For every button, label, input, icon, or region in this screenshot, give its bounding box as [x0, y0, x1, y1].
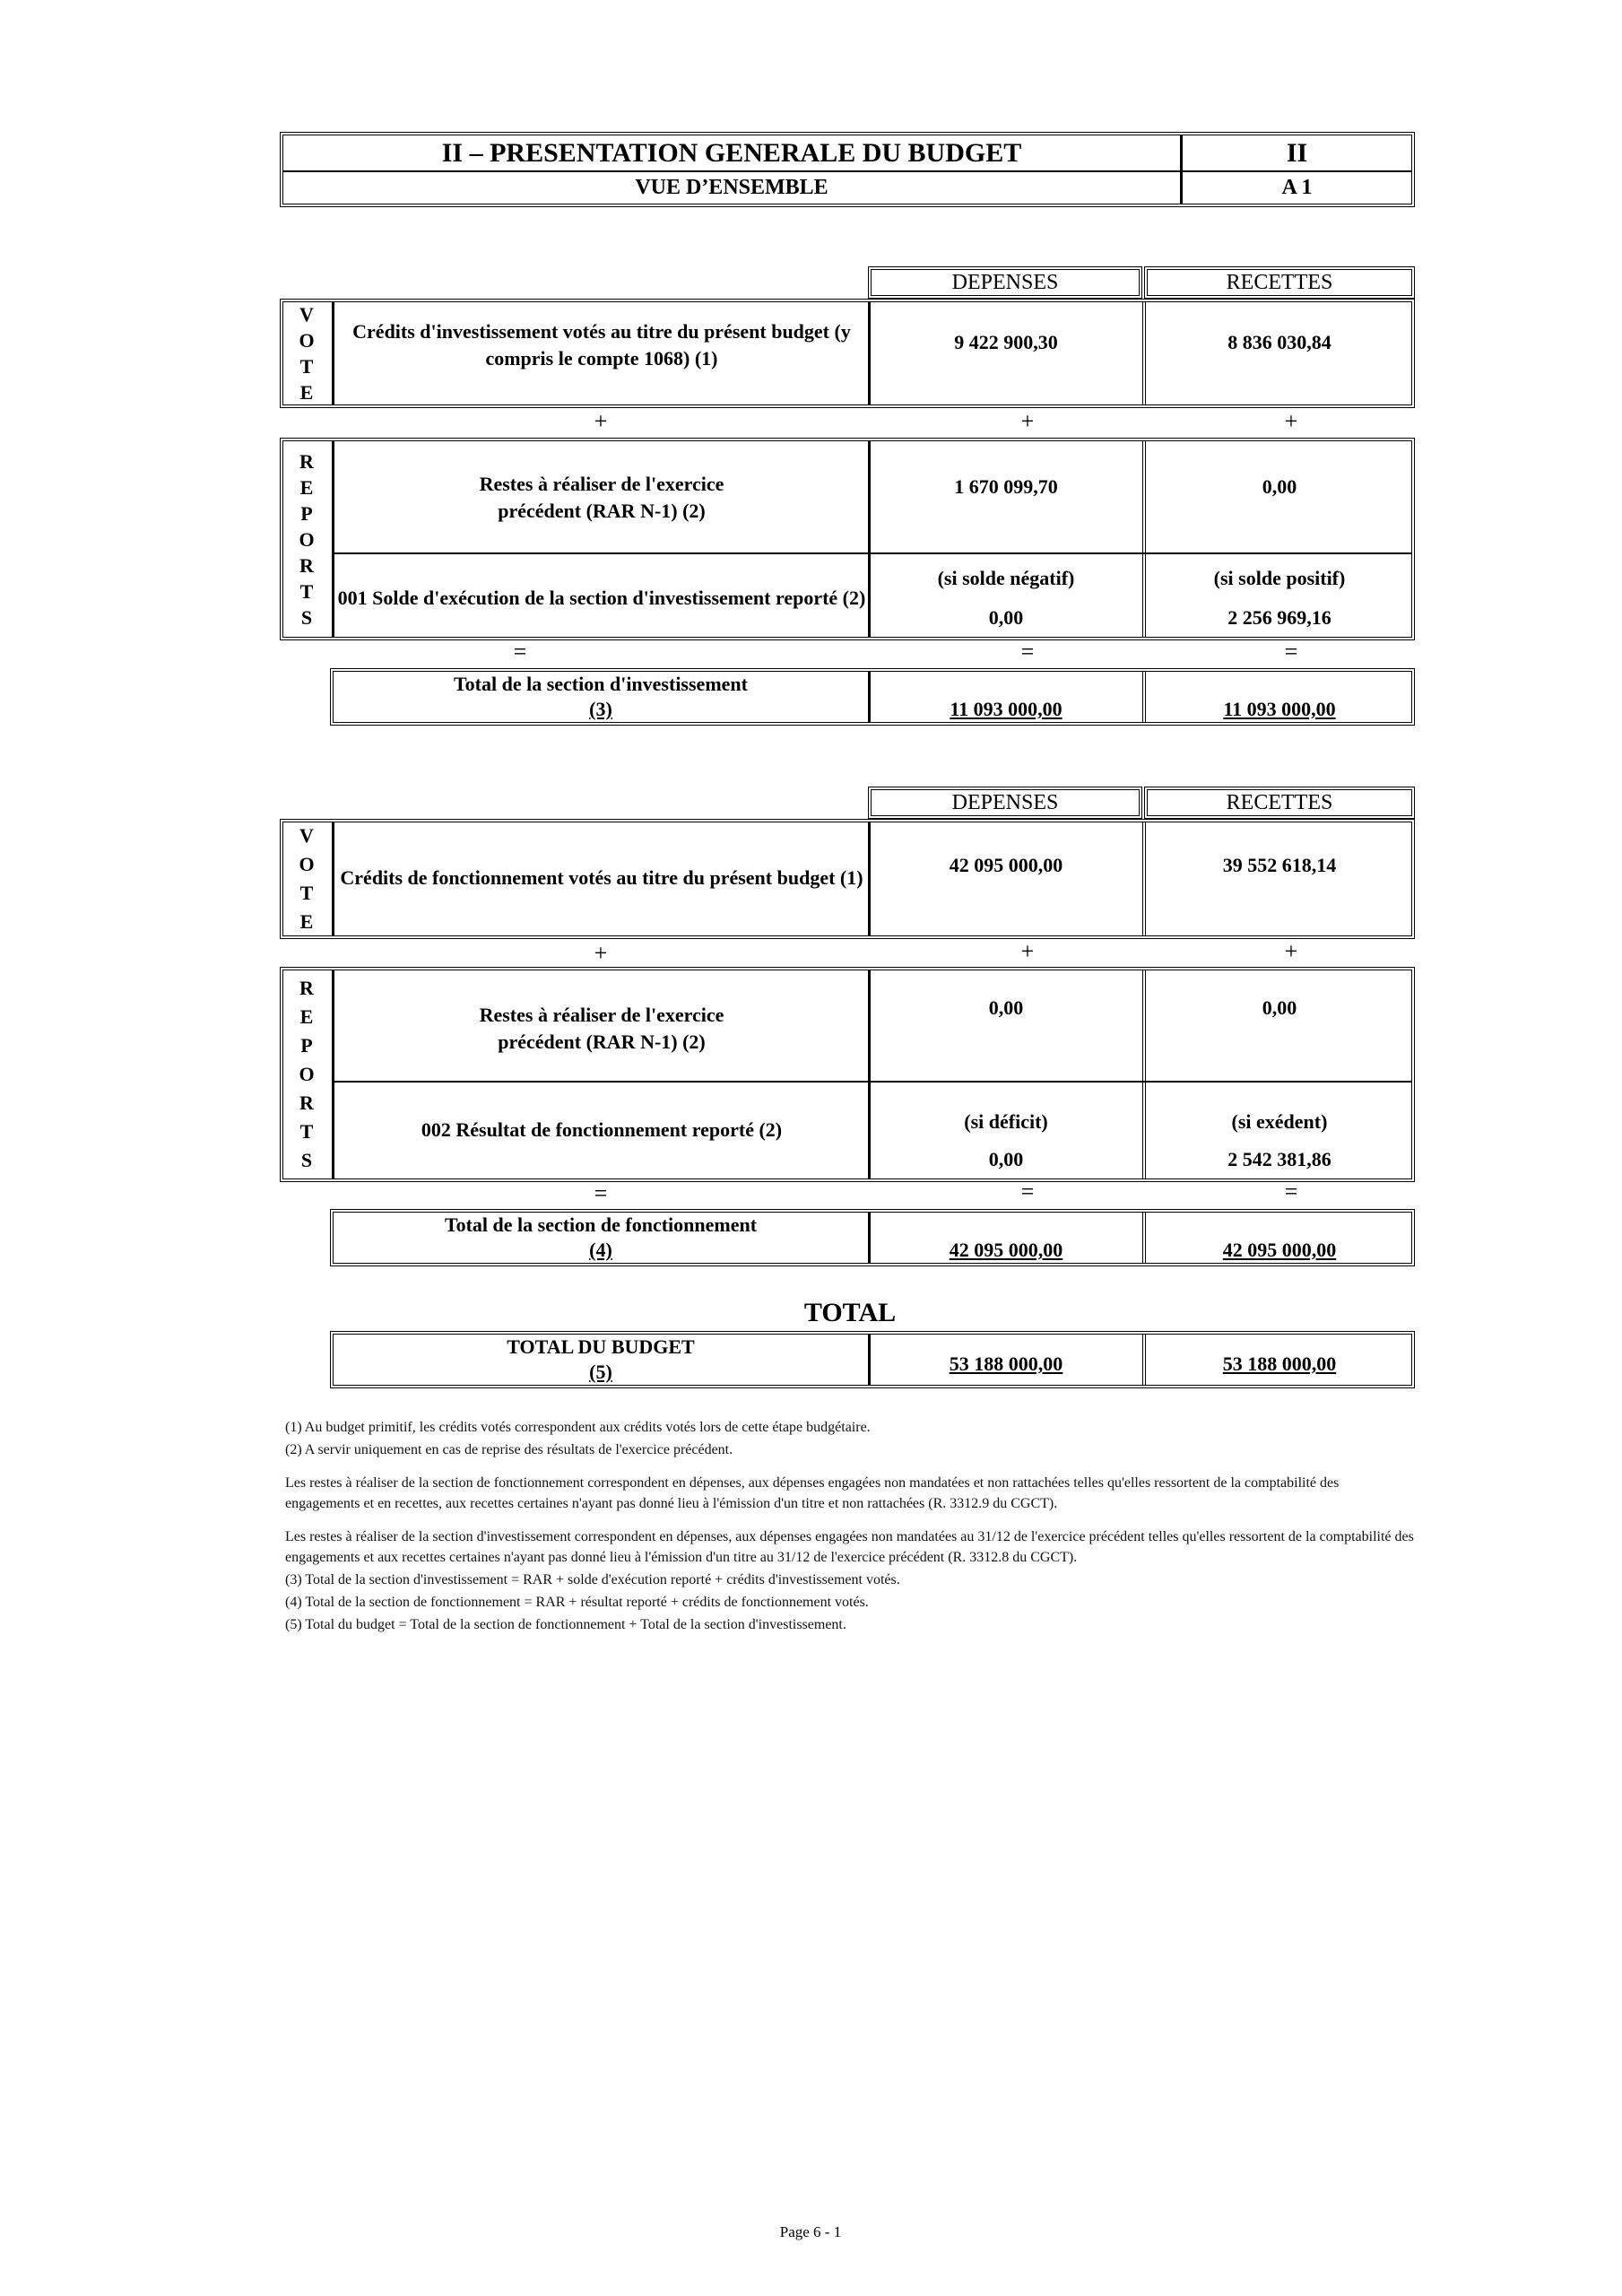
- plus-sign: +: [1020, 938, 1035, 964]
- equals-sign: =: [1284, 639, 1298, 665]
- plus-sign: +: [1284, 408, 1298, 434]
- footnote: (3) Total de la section d'investissement = RAR + solde d'exécution reporté + crédits d'investissement votés.: [285, 1572, 900, 1587]
- invest-vote-depenses: 9 422 900,30: [954, 331, 1058, 353]
- fonct-vote-label: Crédits de fonctionnement votés au titre du présent budget (1): [340, 866, 863, 889]
- budget-total-depenses: 53 188 000,00: [949, 1352, 1063, 1375]
- invest-rar-recettes: 0,00: [1262, 475, 1297, 498]
- fonct-resultat-label: 002 Résultat de fonctionnement reporté (2): [421, 1118, 783, 1141]
- plus-sign: +: [594, 408, 608, 434]
- equals-sign: =: [513, 639, 527, 665]
- total-heading: TOTAL: [803, 1298, 897, 1327]
- invest-total-recettes: 11 093 000,00: [1223, 698, 1336, 720]
- fonct-vote-depenses: 42 095 000,00: [949, 854, 1063, 876]
- invest-vote-letters: V O T E: [299, 303, 315, 404]
- fonct-resultat-recettes-note: (si exédent): [1231, 1110, 1328, 1133]
- equals-sign: =: [594, 1180, 608, 1206]
- footnote: (2) A servir uniquement en cas de reprise des résultats de l'exercice précédent.: [285, 1442, 733, 1457]
- invest-solde-depenses-note: (si solde négatif): [937, 567, 1075, 589]
- invest-reports-letters: R E P O R T S: [299, 449, 315, 629]
- invest-rar-depenses: 1 670 099,70: [954, 475, 1058, 498]
- footnote: (1) Au budget primitif, les crédits votés correspondent aux crédits votés lors de cette étape budgétaire.: [285, 1420, 871, 1435]
- depenses-header: DEPENSES: [868, 787, 1142, 819]
- fonct-rar-depenses: 0,00: [988, 996, 1024, 1019]
- fonct-vote-letters: V O T E: [299, 824, 315, 933]
- invest-total-label: Total de la section d'investissement: [454, 673, 748, 695]
- page-subtitle: VUE D’ENSEMBLE: [635, 176, 828, 199]
- fonct-resultat-depenses: 0,00: [988, 1148, 1024, 1170]
- plus-sign: +: [594, 940, 608, 966]
- footnote: Les restes à réaliser de la section de fonctionnement correspondent en dépenses, aux dépenses engagées non mandatées et non rattachées telles qu'elles ressortent de la comptabilité des engagements et en recettes, aux recettes certaines n'ayant pas donné lieu à l'émission d'un titre et non rattachées (R. 3312.9 du CGCT).: [285, 1475, 1340, 1511]
- recettes-header: RECETTES: [1144, 787, 1415, 819]
- budget-total-recettes: 53 188 000,00: [1222, 1352, 1337, 1375]
- budget-total-ref: (5): [589, 1361, 612, 1383]
- plus-sign: +: [1020, 408, 1035, 434]
- invest-total-ref: (3): [589, 698, 612, 720]
- footnote: (5) Total du budget = Total de la section de fonctionnement + Total de la section d'investissement.: [285, 1617, 846, 1632]
- invest-vote-recettes: 8 836 030,84: [1227, 331, 1331, 353]
- recettes-header: RECETTES: [1144, 266, 1415, 299]
- fonct-total-depenses: 42 095 000,00: [949, 1239, 1063, 1261]
- fonct-reports-letters: R E P O R T S: [299, 977, 315, 1171]
- footnote: (4) Total de la section de fonctionnement = RAR + résultat reporté + crédits de fonctionnement votés.: [285, 1595, 869, 1610]
- section-subcode: A 1: [1281, 176, 1313, 199]
- invest-rar-label: Restes à réaliser de l'exercice précédent (RAR N-1) (2): [479, 473, 724, 522]
- fonct-resultat-depenses-note: (si déficit): [964, 1110, 1048, 1133]
- fonct-resultat-recettes: 2 542 381,86: [1227, 1148, 1331, 1170]
- fonct-total-ref: (4): [589, 1239, 612, 1261]
- fonct-rar-label: Restes à réaliser de l'exercice précédent (RAR N-1) (2): [479, 1004, 724, 1053]
- invest-vote-label: Crédits d'investissement votés au titre du présent budget (y compris le compte 1068) (1): [352, 320, 851, 370]
- invest-solde-label: 001 Solde d'exécution de la section d'investissement reporté (2): [337, 587, 866, 609]
- section-code: II: [1286, 137, 1308, 168]
- invest-solde-depenses: 0,00: [988, 606, 1024, 629]
- fonct-vote-recettes: 39 552 618,14: [1222, 854, 1337, 876]
- fonct-total-label: Total de la section de fonctionnement: [444, 1213, 758, 1236]
- invest-total-depenses: 11 093 000,00: [950, 698, 1063, 720]
- equals-sign: =: [1284, 1178, 1298, 1205]
- plus-sign: +: [1284, 938, 1298, 964]
- fonct-rar-recettes: 0,00: [1262, 996, 1297, 1019]
- footnote: Les restes à réaliser de la section d'investissement correspondent en dépenses, aux dépenses engagées non mandatées au 31/12 de l'exercice précédent telles qu'elles ressortent de la comptabilité des engagements et aux recettes certaines n'ayant pas donné lieu à l'émission d'un titre au 31/12 de l'exercice précédent (R. 3312.8 du CGCT).: [285, 1529, 1414, 1565]
- equals-sign: =: [1020, 1178, 1035, 1205]
- fonct-total-recettes: 42 095 000,00: [1222, 1239, 1337, 1261]
- invest-solde-recettes: 2 256 969,16: [1227, 606, 1331, 629]
- depenses-header: DEPENSES: [868, 266, 1142, 299]
- budget-total-label: TOTAL DU BUDGET: [507, 1335, 695, 1358]
- invest-solde-recettes-note: (si solde positif): [1213, 567, 1346, 589]
- footnotes: [285, 1417, 1417, 1640]
- page-title: II – PRESENTATION GENERALE DU BUDGET: [441, 137, 1022, 168]
- equals-sign: =: [1020, 639, 1035, 665]
- page-number: Page 6 - 1: [779, 2223, 842, 2240]
